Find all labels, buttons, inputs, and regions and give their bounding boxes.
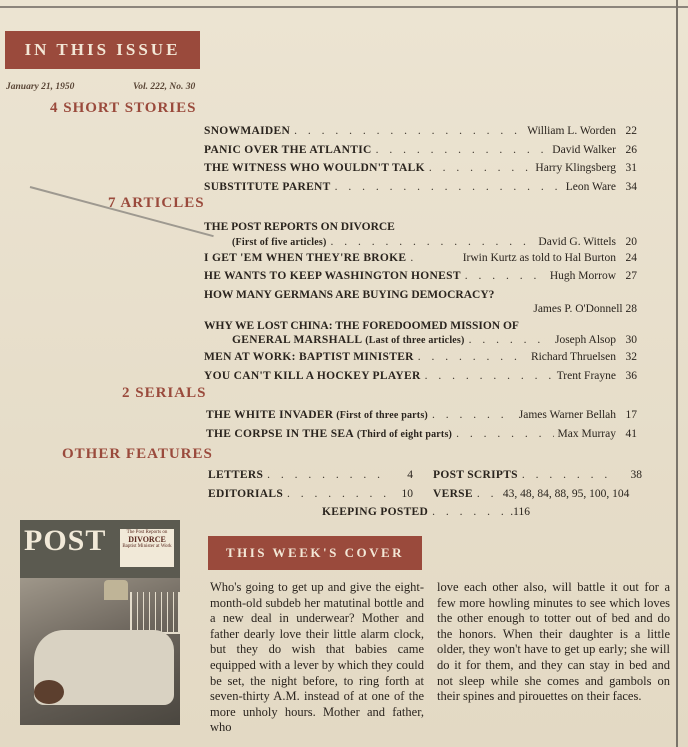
cover-blurb-top: The Post Reports on <box>126 530 168 535</box>
entry-author: William L. Worden <box>527 125 616 137</box>
entry-subtitle: (Third of eight parts) <box>356 429 453 440</box>
crib-shape <box>130 592 180 634</box>
entry-title: THE WHITE INVADER <box>206 409 334 421</box>
cover-blurb-box <box>120 529 174 567</box>
entry-title: THE WITNESS WHO WOULDN'T TALK <box>204 162 425 174</box>
entry-title: SUBSTITUTE PARENT <box>204 181 331 193</box>
issue-volume: Vol. 222, No. 30 <box>133 82 196 92</box>
toc-entry[interactable] <box>204 144 637 156</box>
entry-author-page <box>533 303 637 315</box>
entry-author: Hugh Morrow <box>549 270 616 282</box>
entry-author: James P. O'Donnell <box>533 303 623 315</box>
entry-author: Irwin Kurtz as told to Hal Burton <box>462 252 616 264</box>
entry-title: HOW MANY GERMANS ARE BUYING DEMOCRACY? <box>204 289 495 301</box>
entry-title: THE CORPSE IN THE SEA <box>206 428 354 440</box>
entry-author: Trent Frayne <box>556 370 616 382</box>
entry-title: EDITORIALS <box>208 488 284 500</box>
toc-entry[interactable] <box>204 181 637 193</box>
toc-entry[interactable] <box>204 270 637 282</box>
toc-entry[interactable] <box>206 409 637 421</box>
entry-page: .116 <box>510 506 530 518</box>
entry-page: 20 <box>625 236 637 248</box>
entry-title: HE WANTS TO KEEP WASHINGTON HONEST <box>204 270 461 282</box>
entry-page: 41 <box>625 428 637 440</box>
cover-blurb-bottom: Baptist Minister at Work <box>122 544 172 549</box>
cover-blurb-title: DIVORCE <box>128 535 166 544</box>
entry-page: 36 <box>625 370 637 382</box>
entry-subtitle: (Last of three articles) <box>365 335 465 346</box>
entry-page: 24 <box>625 252 637 264</box>
cover-masthead: POST <box>24 524 107 557</box>
entry-page: 38 <box>630 469 642 481</box>
entry-author: James Warner Bellah <box>518 409 616 421</box>
entry-title: LETTERS <box>208 469 264 481</box>
right-rule <box>676 0 678 747</box>
entry-author: David G. Wittels <box>538 236 616 248</box>
this-weeks-cover-banner: THIS WEEK'S COVER <box>208 536 422 570</box>
top-rule <box>0 6 688 8</box>
toc-entry[interactable] <box>232 334 637 346</box>
entry-page: 26 <box>625 144 637 156</box>
entry-author: David Walker <box>552 144 616 156</box>
toc-entry[interactable] <box>232 236 637 248</box>
entry-author: Leon Ware <box>565 181 616 193</box>
entry-page: 17 <box>625 409 637 421</box>
entry-page: 43, 48, 84, 88, 95, 100, 104 <box>502 488 630 500</box>
entry-page: 31 <box>625 162 637 174</box>
entry-author: Max Murray <box>557 428 616 440</box>
toc-entry[interactable] <box>206 428 637 440</box>
toc-entry[interactable] <box>204 351 637 363</box>
entry-title: WHY WE LOST CHINA: THE FOREDOOMED MISSION OF <box>204 320 519 332</box>
toc-entry[interactable] <box>208 488 413 500</box>
cover-text-column-2: love each other also, will battle it out for a few more howling minutes to see which loves the other enough to totter out of bed and do the honors. When their daughter is a little older, they won't have to get up early; she will do it for them, and they can stay in bed and not sleep while she comes and gambols on their spines and pirouettes on their faces. <box>437 580 670 704</box>
entry-page: 22 <box>625 125 637 137</box>
cover-thumbnail[interactable] <box>20 520 180 725</box>
other-features-heading: OTHER FEATURES <box>62 446 213 462</box>
entry-title-continued: GENERAL MARSHALL <box>232 334 363 346</box>
toc-entry[interactable] <box>208 469 413 481</box>
entry-page: 27 <box>625 270 637 282</box>
in-this-issue-banner: IN THIS ISSUE <box>5 31 200 69</box>
sleeper-shape <box>34 680 64 704</box>
lamp-shape <box>104 580 128 600</box>
entry-page: 32 <box>625 351 637 363</box>
entry-title: MEN AT WORK: BAPTIST MINISTER <box>204 351 414 363</box>
entry-subtitle: (First of three parts) <box>336 410 428 421</box>
entry-page: 4 <box>407 469 413 481</box>
articles-heading: 7 ARTICLES <box>108 195 205 211</box>
toc-entry[interactable] <box>204 125 637 137</box>
entry-title: VERSE <box>433 488 473 500</box>
entry-title: KEEPING POSTED <box>322 506 429 518</box>
toc-entry[interactable] <box>204 370 637 382</box>
entry-page: 30 <box>625 334 637 346</box>
entry-author: Harry Klingsberg <box>535 162 616 174</box>
cover-text-column-1: Who's going to get up and give the eight-month-old subdeb her matutinal bottle and a new deal in underwear? Mother and father dearly love their little alarm clock, but they do wish that babies came equipped with a lever by which they could be set, the night before, to ring forth at seven-thirty A.M. instead of at one of the more unholy hours. Mother and father, who <box>210 580 424 735</box>
entry-title: PANIC OVER THE ATLANTIC <box>204 144 372 156</box>
entry-author: Joseph Alsop <box>554 334 616 346</box>
toc-entry[interactable] <box>433 469 642 481</box>
entry-title: POST SCRIPTS <box>433 469 518 481</box>
toc-entry[interactable] <box>204 162 637 174</box>
entry-page: 28 <box>625 303 637 315</box>
issue-date: January 21, 1950 <box>6 82 75 92</box>
toc-entry[interactable] <box>204 252 637 264</box>
toc-entry[interactable] <box>322 506 530 518</box>
entry-page: 10 <box>401 488 413 500</box>
entry-title: I GET 'EM WHEN THEY'RE BROKE <box>204 252 407 264</box>
serials-heading: 2 SERIALS <box>122 385 207 401</box>
entry-subtitle: (First of five articles) <box>232 237 327 248</box>
toc-entry[interactable] <box>433 488 642 500</box>
entry-page: 34 <box>625 181 637 193</box>
entry-author: Richard Thruelsen <box>530 351 616 363</box>
short-stories-heading: 4 SHORT STORIES <box>50 100 197 116</box>
entry-title: SNOWMAIDEN <box>204 125 291 137</box>
entry-title: THE POST REPORTS ON DIVORCE <box>204 221 395 233</box>
entry-title: YOU CAN'T KILL A HOCKEY PLAYER <box>204 370 421 382</box>
